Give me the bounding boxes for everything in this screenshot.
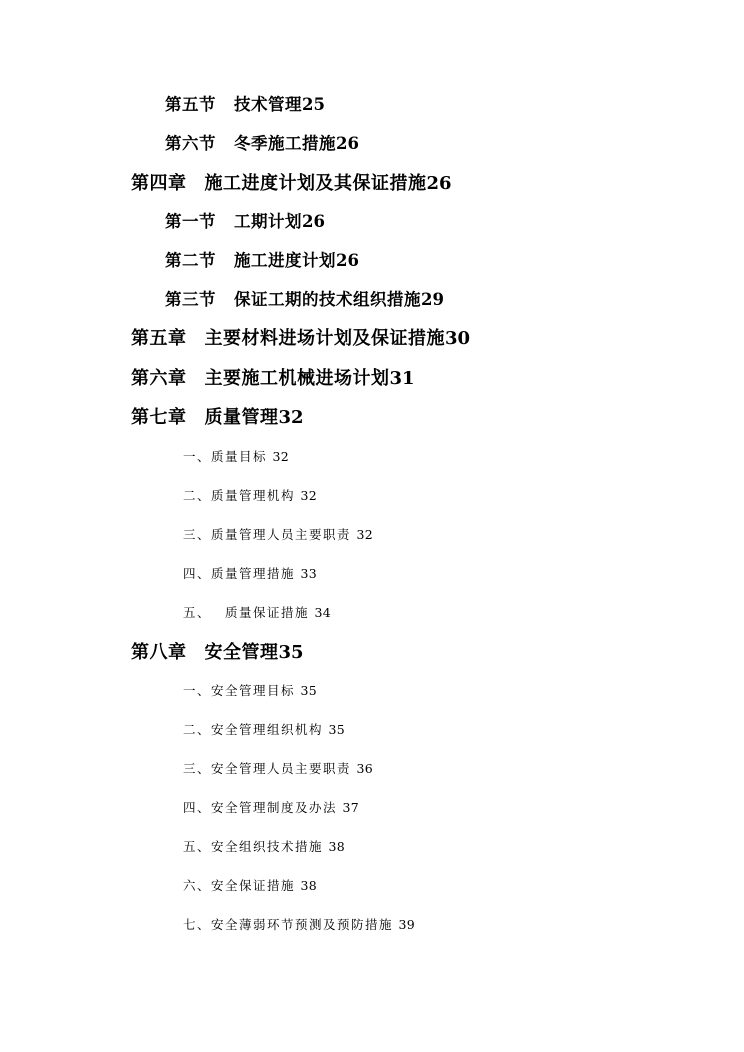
toc-entry-item[interactable]: [183, 880, 317, 893]
toc-entry-label: 第六章: [131, 368, 187, 389]
toc-entry-page: 32: [272, 449, 290, 464]
toc-entry-chapter[interactable]: [131, 409, 304, 427]
toc-entry-title: 质量管理机构: [211, 488, 296, 503]
toc-entry-chapter[interactable]: [131, 330, 470, 348]
toc-entry-label: 二、: [183, 488, 212, 503]
toc-entry-item[interactable]: [183, 841, 345, 854]
toc-entry-label: 七、: [183, 917, 212, 932]
toc-entry-item[interactable]: [183, 724, 345, 737]
toc-entry-label: 五、: [183, 839, 212, 854]
toc-entry-title: 主要施工机械进场计划: [204, 368, 390, 389]
toc-entry-page: 30: [445, 328, 471, 349]
toc-entry-item[interactable]: [183, 568, 317, 581]
toc-entry-label: 第二节: [165, 251, 216, 270]
toc-entry-title: 安全薄弱环节预测及预防措施: [211, 917, 394, 932]
toc-entry-title: 质量管理: [204, 407, 279, 428]
toc-entry-label: 第一节: [165, 212, 216, 231]
toc-entry-page: 31: [389, 368, 415, 389]
toc-entry-label: 第五节: [165, 95, 216, 114]
toc-entry-item[interactable]: [183, 763, 373, 776]
toc-entry-page: 32: [278, 407, 304, 428]
toc-entry-title: 施工进度计划: [234, 251, 336, 270]
toc-entry-title: 安全管理: [204, 642, 279, 663]
toc-entry-chapter[interactable]: [131, 175, 452, 193]
toc-entry-section[interactable]: [165, 136, 359, 153]
toc-entry-page: 36: [356, 761, 374, 776]
toc-entry-label: 一、: [183, 449, 212, 464]
toc-entry-label: 三、: [183, 761, 212, 776]
toc-entry-page: 38: [300, 878, 318, 893]
toc-entry-title: 质量管理措施: [211, 566, 296, 581]
toc-entry-page: 34: [314, 605, 332, 620]
toc-entry-page: 32: [300, 488, 318, 503]
toc-entry-page: 32: [356, 527, 374, 542]
toc-entry-label: 第六节: [165, 134, 216, 153]
toc-entry-page: 25: [302, 95, 325, 114]
toc-entry-label: 四、: [183, 800, 212, 815]
toc-entry-item[interactable]: [183, 802, 359, 815]
toc-entry-label: 第五章: [131, 328, 187, 349]
toc-entry-title: 质量目标: [211, 449, 268, 464]
toc-entry-section[interactable]: [165, 97, 325, 114]
toc-entry-chapter[interactable]: [131, 644, 304, 662]
toc-entry-page: 35: [278, 642, 304, 663]
toc-entry-label: 第七章: [131, 407, 187, 428]
toc-entry-label: 第八章: [131, 642, 187, 663]
toc-entry-title: 质量管理人员主要职责: [211, 527, 352, 542]
toc-entry-title: 施工进度计划及其保证措施: [204, 173, 427, 194]
toc-entry-title: 保证工期的技术组织措施: [234, 290, 421, 309]
toc-entry-title: 安全管理制度及办法: [211, 800, 338, 815]
toc-entry-section[interactable]: [165, 253, 359, 270]
toc-entry-page: 26: [302, 212, 325, 231]
toc-entry-label: 第三节: [165, 290, 216, 309]
toc-entry-label: 五、: [183, 605, 212, 620]
toc-entry-page: 39: [398, 917, 416, 932]
toc-entry-label: 三、: [183, 527, 212, 542]
toc-entry-title: 冬季施工措施: [234, 134, 336, 153]
toc-entry-item[interactable]: [183, 451, 289, 464]
toc-entry-label: 二、: [183, 722, 212, 737]
toc-entry-title: 质量保证措施: [225, 605, 310, 620]
toc-entry-label: 六、: [183, 878, 212, 893]
toc-entry-title: 技术管理: [234, 95, 302, 114]
toc-entry-title: 工期计划: [234, 212, 302, 231]
toc-entry-item[interactable]: [183, 919, 415, 932]
toc-entry-page: 26: [336, 251, 359, 270]
toc-entry-chapter[interactable]: [131, 370, 415, 388]
toc-entry-item[interactable]: [183, 490, 317, 503]
toc-entry-title: 安全组织技术措施: [211, 839, 324, 854]
toc-entry-label: 第四章: [131, 173, 187, 194]
toc-entry-title: 安全管理组织机构: [211, 722, 324, 737]
toc-entry-page: 35: [328, 722, 346, 737]
toc-entry-page: 37: [342, 800, 360, 815]
toc-entry-title: 安全保证措施: [211, 878, 296, 893]
toc-entry-label: 一、: [183, 683, 212, 698]
toc-entry-item[interactable]: [183, 685, 317, 698]
toc-entry-label: 四、: [183, 566, 212, 581]
toc-entry-page: 26: [426, 173, 452, 194]
toc-entry-section[interactable]: [165, 292, 444, 309]
toc-entry-title: 主要材料进场计划及保证措施: [204, 328, 445, 349]
toc-entry-item[interactable]: [183, 607, 331, 620]
toc-entry-title: 安全管理目标: [211, 683, 296, 698]
toc-entry-section[interactable]: [165, 214, 325, 231]
toc-entry-page: 33: [300, 566, 318, 581]
toc-entry-page: 35: [300, 683, 318, 698]
toc-entry-page: 26: [336, 134, 359, 153]
toc-entry-title: 安全管理人员主要职责: [211, 761, 352, 776]
toc-entry-item[interactable]: [183, 529, 373, 542]
toc-entry-page: 38: [328, 839, 346, 854]
toc-entry-page: 29: [421, 290, 444, 309]
